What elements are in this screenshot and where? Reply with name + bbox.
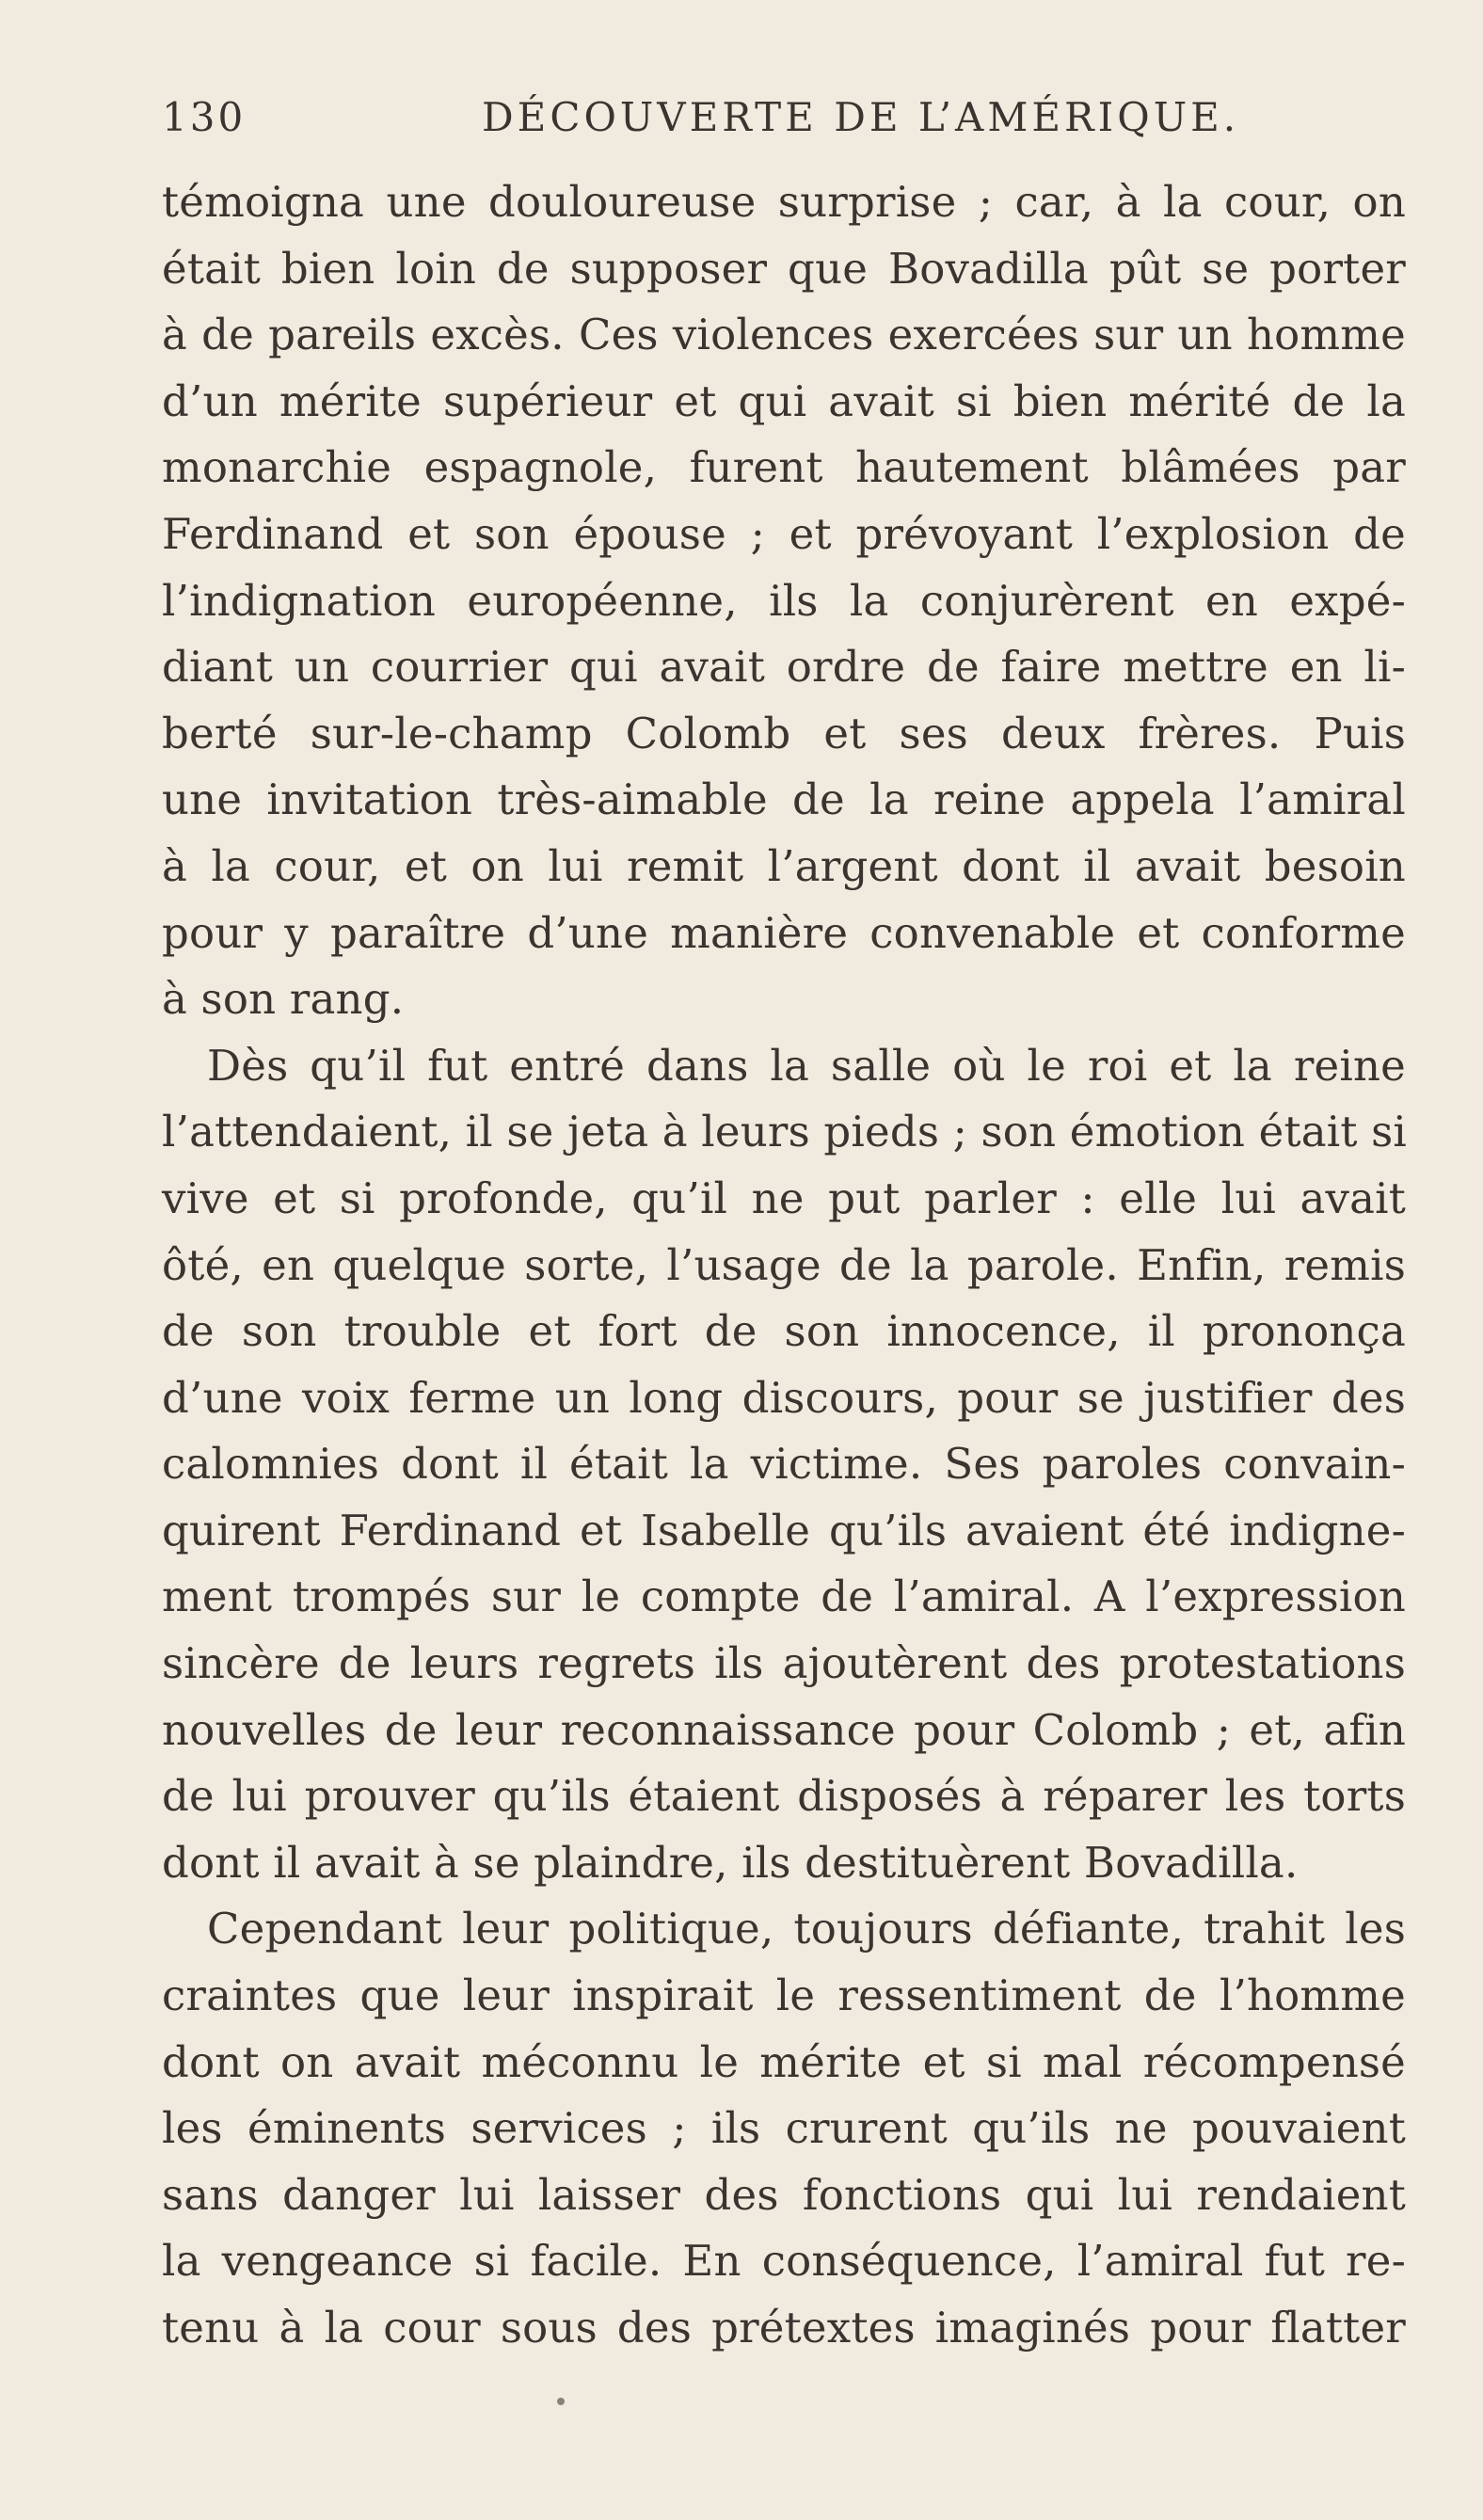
text-line: ment trompés sur le compte de l’amiral. A l’expression bbox=[162, 1571, 1406, 1622]
text-line: l’attendaient, il se jeta à leurs pieds ; son émotion était si bbox=[162, 1107, 1408, 1157]
text-line: craintes que leur inspirait le ressentiment de l’homme bbox=[162, 1970, 1406, 2021]
text-line: Dès qu’il fut entré dans la salle où le roi et la reine bbox=[207, 1040, 1406, 1091]
paragraph bbox=[162, 1033, 1406, 1897]
text-line: sans danger lui laisser des fonctions qui lui rendaient bbox=[162, 2169, 1406, 2220]
page-number: 130 bbox=[162, 94, 247, 140]
text-line: l’indignation européenne, ils la conjurèrent en expé- bbox=[162, 575, 1406, 626]
text-line: à de pareils excès. Ces violences exercées sur un homme bbox=[162, 310, 1406, 360]
text-line: vive et si profonde, qu’il ne put parler : elle lui avait bbox=[162, 1172, 1406, 1223]
text-line: tenu à la cour sous des prétextes imaginés pour flatter bbox=[162, 2303, 1406, 2353]
text-line: sincère de leurs regrets ils ajoutèrent des protestations bbox=[162, 1638, 1406, 1689]
text-line: monarchie espagnole, furent hautement blâmées par bbox=[162, 442, 1406, 493]
text-line: berté sur-le-champ Colomb et ses deux frères. Puis bbox=[162, 708, 1406, 758]
text-line: ôté, en quelque sorte, l’usage de la parole. Enfin, remis bbox=[162, 1239, 1406, 1290]
text-line: à son rang. bbox=[162, 974, 405, 1025]
text-line: une invitation très-aimable de la reine appela l’amiral bbox=[162, 774, 1406, 825]
body-text bbox=[162, 169, 1406, 2362]
text-line: de lui prouver qu’ils étaient disposés à réparer les torts bbox=[162, 1771, 1406, 1822]
text-line: d’un mérite supérieur et qui avait si bien mérité de la bbox=[162, 375, 1406, 426]
text-line: dont il avait à se plaindre, ils destituèrent Bovadilla. bbox=[162, 1837, 1299, 1888]
page-header bbox=[162, 94, 1406, 151]
text-line: était bien loin de supposer que Bovadilla pût se porter bbox=[162, 243, 1406, 294]
text-line: témoigna une douloureuse surprise ; car, à la cour, on bbox=[162, 177, 1406, 227]
paragraph bbox=[162, 169, 1406, 1033]
text-line: d’une voix ferme un long discours, pour se justifier des bbox=[162, 1372, 1406, 1423]
text-line: de son trouble et fort de son innocence, il prononça bbox=[162, 1306, 1406, 1357]
text-line: la vengeance si facile. En conséquence, l’amiral fut re- bbox=[162, 2236, 1406, 2287]
running-title: DÉCOUVERTE DE L’AMÉRIQUE. bbox=[482, 94, 1240, 140]
text-line: Ferdinand et son épouse ; et prévoyant l’explosion de bbox=[162, 508, 1406, 559]
text-line: à la cour, et on lui remit l’argent dont il avait besoin bbox=[162, 840, 1406, 891]
page-mark-dot bbox=[557, 2398, 565, 2405]
text-line: nouvelles de leur reconnaissance pour Colomb ; et, afin bbox=[162, 1704, 1406, 1755]
paragraph bbox=[162, 1896, 1406, 2361]
text-line: dont on avait méconnu le mérite et si mal récompensé bbox=[162, 2036, 1406, 2087]
text-line: les éminents services ; ils crurent qu’ils ne pouvaient bbox=[162, 2103, 1406, 2154]
text-line: quirent Ferdinand et Isabelle qu’ils avaient été indigne- bbox=[162, 1505, 1406, 1555]
text-line: pour y paraître d’une manière convenable et conforme bbox=[162, 907, 1406, 958]
text-line: diant un courrier qui avait ordre de faire mettre en li- bbox=[162, 642, 1406, 693]
text-line: calomnies dont il était la victime. Ses paroles convain- bbox=[162, 1439, 1406, 1490]
text-line: Cependant leur politique, toujours défiante, trahit les bbox=[207, 1904, 1406, 1954]
